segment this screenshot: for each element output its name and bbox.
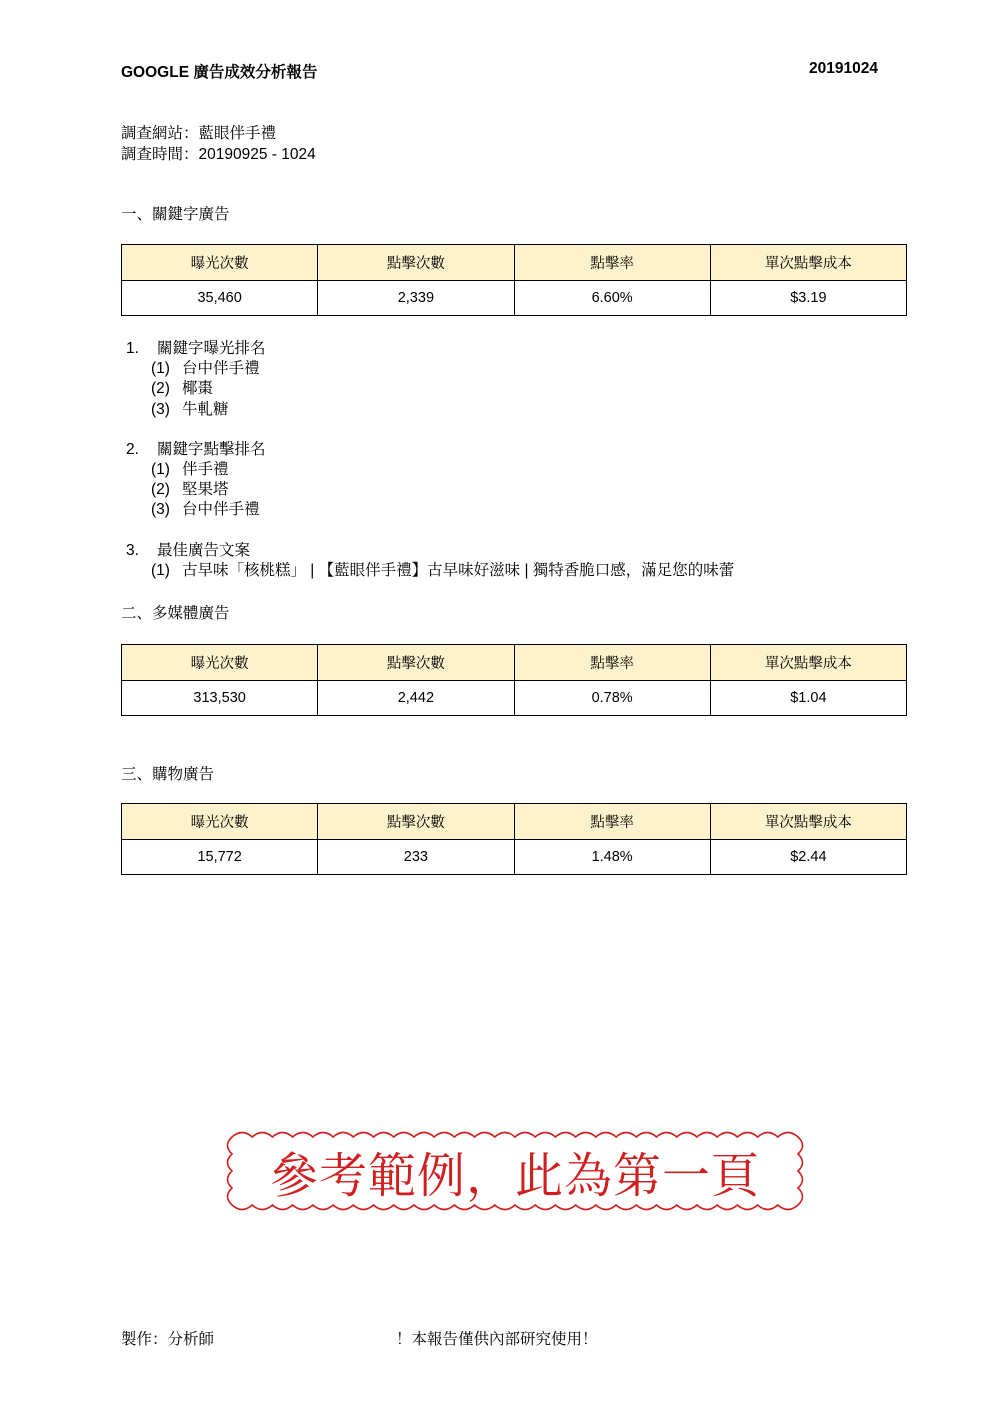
- survey-site: 調查網站：藍眼伴手禮: [121, 125, 277, 142]
- list-item: (2) 堅果塔: [151, 481, 229, 499]
- list-title: 關鍵字點擊排名: [157, 440, 266, 458]
- col-clicks: 點擊次數: [318, 804, 514, 840]
- col-impressions: 曝光次數: [122, 645, 318, 681]
- cell-impressions: 313,530: [122, 681, 318, 716]
- list-item: (2) 椰棗: [151, 380, 214, 398]
- col-cpc: 單次點擊成本: [710, 804, 906, 840]
- col-ctr: 點擊率: [514, 245, 710, 281]
- cell-clicks: 233: [318, 840, 514, 875]
- list-item: (3) 台中伴手禮: [151, 501, 260, 519]
- sample-page-stamp: [222, 1127, 808, 1215]
- col-cpc: 單次點擊成本: [710, 245, 906, 281]
- list-item: (1) 伴手禮: [151, 461, 229, 479]
- list-item: (1) 古早味「核桃糕」 | 【藍眼伴手禮】古早味好滋味 | 獨特香脆口感，滿足您的味蕾: [151, 561, 735, 579]
- list-title: 關鍵字曝光排名: [157, 340, 266, 357]
- list-impression-ranking: [126, 339, 734, 420]
- list-number: 2.: [126, 440, 139, 458]
- col-clicks: 點擊次數: [318, 645, 514, 681]
- table-header-row: [122, 245, 907, 281]
- keyword-ranking-lists: [126, 339, 734, 601]
- section-title-display-ads: 二、多媒體廣告: [121, 605, 230, 622]
- list-item: (1) 台中伴手禮: [151, 360, 260, 378]
- report-title: GOOGLE 廣告成效分析報告: [121, 64, 318, 81]
- cell-ctr: 1.48%: [514, 840, 710, 875]
- col-clicks: 點擊次數: [318, 245, 514, 281]
- table-header-row: [122, 804, 907, 840]
- cell-clicks: 2,442: [318, 681, 514, 716]
- col-cpc: 單次點擊成本: [710, 645, 906, 681]
- keyword-ads-table: [121, 244, 907, 316]
- col-ctr: 點擊率: [514, 804, 710, 840]
- table-header-row: [122, 645, 907, 681]
- display-ads-table: [121, 644, 907, 716]
- table-row: [122, 840, 907, 875]
- list-title: 最佳廣告文案: [157, 541, 251, 559]
- cell-impressions: 15,772: [122, 840, 318, 875]
- cell-impressions: 35,460: [122, 281, 318, 316]
- cell-ctr: 6.60%: [514, 281, 710, 316]
- cell-clicks: 2,339: [318, 281, 514, 316]
- list-number: 1.: [126, 340, 139, 357]
- list-number: 3.: [126, 541, 139, 559]
- cell-cpc: $2.44: [710, 840, 906, 875]
- table-row: [122, 681, 907, 716]
- cell-ctr: 0.78%: [514, 681, 710, 716]
- section-title-keyword-ads: 一、關鍵字廣告: [121, 206, 230, 223]
- list-item: (3) 牛軋糖: [151, 400, 229, 418]
- col-ctr: 點擊率: [514, 645, 710, 681]
- survey-period: 調查時間：20190925 - 1024: [121, 146, 316, 163]
- report-date: 20191024: [809, 60, 878, 77]
- footer-notice: ！本報告僅供內部研究使用！: [396, 1331, 598, 1348]
- shopping-ads-table: [121, 803, 907, 875]
- footer-author: 製作：分析師: [121, 1331, 215, 1348]
- col-impressions: 曝光次數: [122, 804, 318, 840]
- col-impressions: 曝光次數: [122, 245, 318, 281]
- list-best-ad-copy: [126, 541, 734, 581]
- cell-cpc: $3.19: [710, 281, 906, 316]
- section-title-shopping-ads: 三、購物廣告: [121, 766, 215, 783]
- cell-cpc: $1.04: [710, 681, 906, 716]
- table-row: [122, 281, 907, 316]
- stamp-text: 參考範例，此為第一頁: [269, 1147, 760, 1204]
- list-click-ranking: [126, 440, 734, 521]
